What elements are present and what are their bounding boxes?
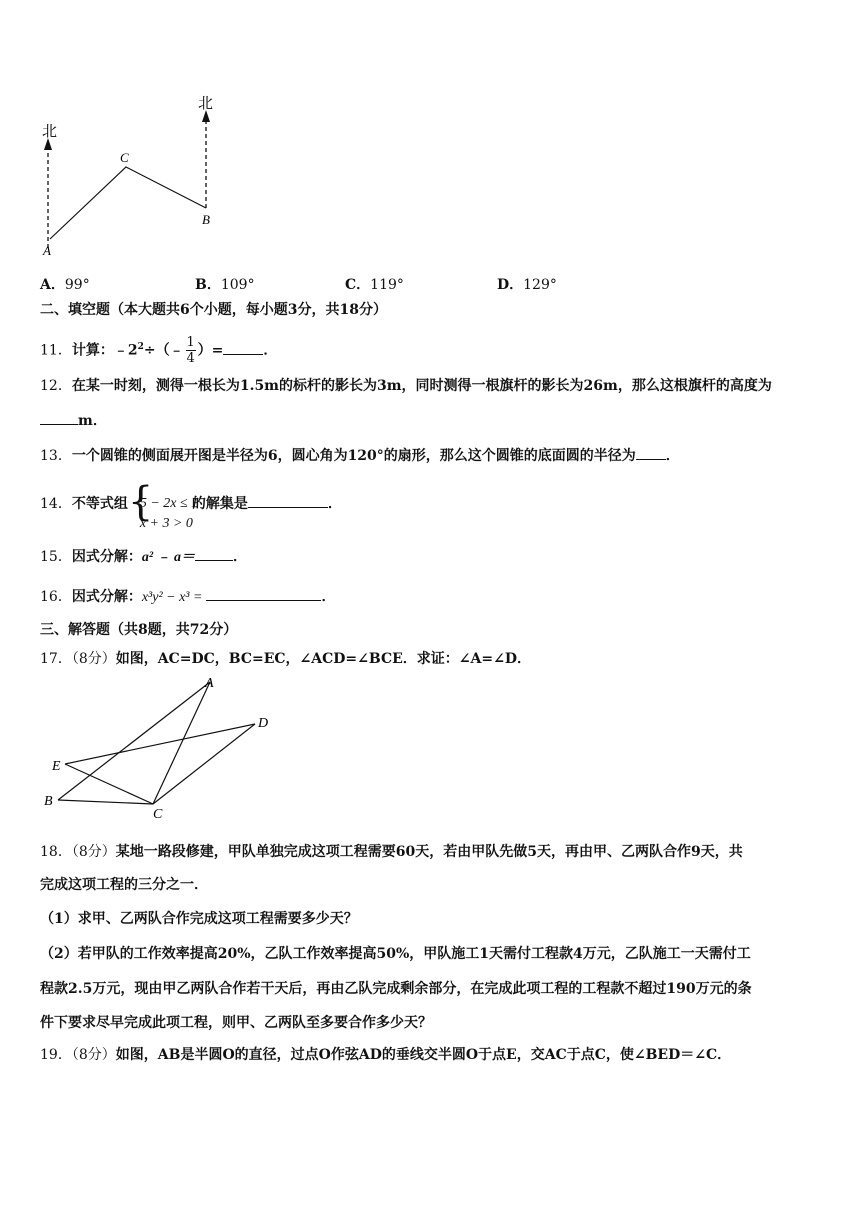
point-d-label: D [258,716,269,731]
option-c[interactable]: C．119° [345,277,404,293]
option-d[interactable]: D．129° [497,277,557,293]
answer-blank[interactable] [40,410,78,425]
north-arrow-a [44,138,52,248]
figure-path-acb [38,88,228,263]
option-a[interactable]: A．99° [40,277,90,293]
path-a-c-b [50,167,206,239]
point-c-label: C [120,150,129,165]
question-11: 11．计算：$﹣2^2\div(﹣$ $\frac{1}{4}$ ）= ． [40,335,278,366]
question-18-part-1: （1）求甲、乙两队合作完成这项工程需要多少天？ [40,911,358,927]
question-13: 13．一个圆锥的侧面展开图是半径为6，圆心角为120°的扇形，那么这个圆锥的底面圆的半径为 ． [40,445,680,466]
section-3-heading: 三、解答题（共8题，共72分） [40,622,238,638]
point-b-label: B [44,794,53,809]
question-14: 14．不等式组 { 5 − 2x ≤ 1 x + 3 > 0 的解集是 ． [40,479,342,531]
answer-blank[interactable] [636,445,666,460]
question-19: 19．（8分）如图，AB是半圆O的直径，过点O作弦AD的垂线交半圆O于点E，交AC于点C，使∠BED＝∠C． [40,1047,732,1063]
answer-blank[interactable] [206,586,321,601]
point-a-label: A [205,676,214,691]
question-17: 17．（8分）如图，AC=DC，BC=EC，∠ACD=∠BCE．求证：∠A=∠D． [40,651,531,667]
answer-blank[interactable] [195,546,233,561]
option-b[interactable]: B．109° [195,277,255,293]
section-2-heading: 二、填空题（本大题共6个小题，每小题3分，共18分） [40,302,387,318]
point-e-label: E [52,759,61,774]
question-18: 18．（8分）某地一路段修建，甲队单独完成这项工程需要60天，若由甲队先做5天，再由甲、乙两队合作9天，共 [40,844,743,860]
question-18-part-2-cont-1: 程款2.5万元，现由甲乙两队合作若干天后，再由乙队完成剩余部分，在完成此项工程的工程款不超过190万元的条 [40,981,752,997]
question-12-cont: m． [40,410,107,431]
answer-blank[interactable] [223,340,263,355]
question-18-part-2: （2）若甲队的工作效率提高20%，乙队工作效率提高50%，甲队施工1天需付工程款4万元，乙队施工一天需付工 [40,946,751,962]
question-15: 15．因式分解：a² ﹣ a＝ ． [40,546,247,568]
question-12: 12．在某一时刻，测得一根长为1.5m的标杆的影长为3m，同时测得一根旗杆的影长为26m，那么这根旗杆的高度为 [40,378,772,394]
fraction: $\frac{1}{4}$ [186,335,195,366]
question-18-cont: 完成这项工程的三分之一． [40,877,208,893]
point-b-label: B [202,212,210,227]
north-label-b: 北 [198,96,214,112]
north-arrow-b [202,110,210,208]
point-a-label: A [43,243,51,258]
figure-triangles [40,672,280,822]
question-number: 11． [40,342,72,359]
north-label-a: 北 [42,124,58,140]
answer-blank[interactable] [248,493,328,508]
point-c-label: C [153,807,163,822]
question-16: 16．因式分解：x³y² − x³ = ． [40,586,335,608]
question-18-part-2-cont-2: 件下要求尽早完成此项工程，则甲、乙两队至多要合作多少天？ [40,1015,432,1031]
inequality-system: { 5 − 2x ≤ 1 x + 3 > 0 [127,479,199,531]
